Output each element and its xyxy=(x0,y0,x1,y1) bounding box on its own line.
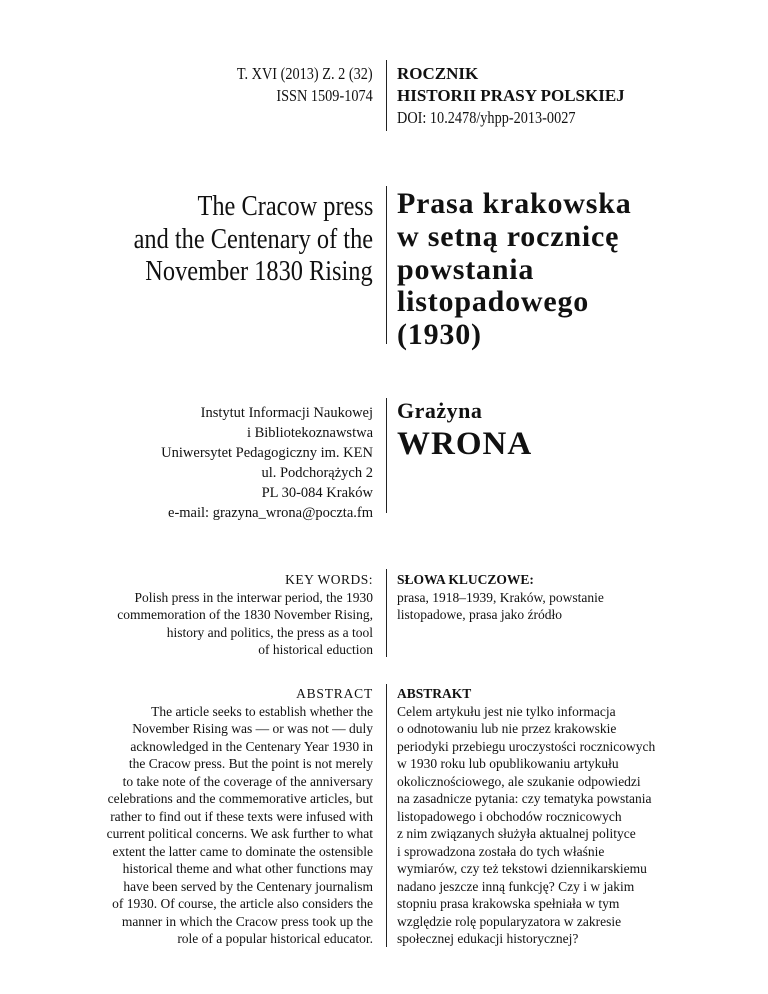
journal-name-line2: HISTORII PRASY POLSKIEJ xyxy=(397,86,625,105)
divider-title xyxy=(386,186,387,344)
author-email: e-mail: grazyna_wrona@poczta.fm xyxy=(168,505,373,521)
title-polish: Prasa krakowska w setną rocznicę powstania listopadowego (1930) xyxy=(397,187,632,352)
issn: ISSN 1509-1074 xyxy=(276,86,373,105)
divider-author xyxy=(386,398,387,513)
keywords-polish: SŁOWA KLUCZOWE: prasa, 1918–1939, Kraków, powstanie listopadowe, prasa jako źródło xyxy=(397,571,697,624)
author-first-name: Grażyna xyxy=(397,398,483,423)
divider-keywords xyxy=(386,569,387,657)
author-affiliation: Instytut Informacji Naukowej i Bibliotekoznawstwa Uniwersytet Pedagogiczny im. KEN ul. Podchorążych 2 PL 30-084 Kraków e-mail: grazyna_wrona@poczta.fm xyxy=(161,405,373,521)
keywords-heading-en: KEY WORDS: xyxy=(285,572,373,587)
journal-info xyxy=(397,63,625,129)
divider-abstract xyxy=(386,684,387,947)
journal-name-line1: ROCZNIK xyxy=(397,64,479,83)
volume-info: T. XVI (2013) Z. 2 (32) xyxy=(237,64,373,83)
keywords-english: KEY WORDS: Polish press in the interwar period, the 1930 commemoration of the 1830 November Rising, history and politics, the press as a tool of historical eduction xyxy=(73,571,373,659)
abstract-polish: ABSTRAKT Celem artykułu jest nie tylko informacja o odnotowaniu lub nie przez krakowskie periodyki przebiegu uroczystości rocznicowych w 1930 roku lub opublikowaniu artykułu okolicznościowego, ale szukanie odpowiedzi na zasadnicze pytania: czy tematyka powstania listopadowego i obchodów rocznicowych z nim związanych służyła aktualnej polityce i sprowadzona została do tych właśnie wymiarów, czy też tekstowi dziennikarskiemu nadano jeszcze inną funkcję? Czy i w jakim stopniu prasa krakowska spełniała w tym względzie rolę popularyzatora w zakresie społecznej edukacji historycznej? xyxy=(397,685,697,948)
title-english: The Cracow press and the Centenary of the November 1830 Rising xyxy=(133,190,373,287)
author-last-name: WRONA xyxy=(397,426,533,462)
issue-info xyxy=(211,63,373,107)
abstract-heading-pl: ABSTRAKT xyxy=(397,686,472,701)
doi: DOI: 10.2478/yhpp-2013-0027 xyxy=(397,108,576,127)
abstract-heading-en: ABSTRACT xyxy=(296,686,373,701)
abstract-english: ABSTRACT The article seeks to establish whether the November Rising was — or was not — duly acknowledged in the Centenary Year 1930 in the Cracow press. But the point is not merely to take note of the coverage of the anniversary celebrations and the commemorative articles, but rather to find out if these texts were infused with current political concerns. We ask further to what extent the latter came to dominate the ostensible historical theme and what other functions may have been served by the Centenary journalism of 1930. Of course, the article also considers the manner in which the Cracow press took up the role of a popular historical educator. xyxy=(83,685,373,948)
keywords-heading-pl: SŁOWA KLUCZOWE: xyxy=(397,572,534,587)
divider-header xyxy=(386,60,387,131)
